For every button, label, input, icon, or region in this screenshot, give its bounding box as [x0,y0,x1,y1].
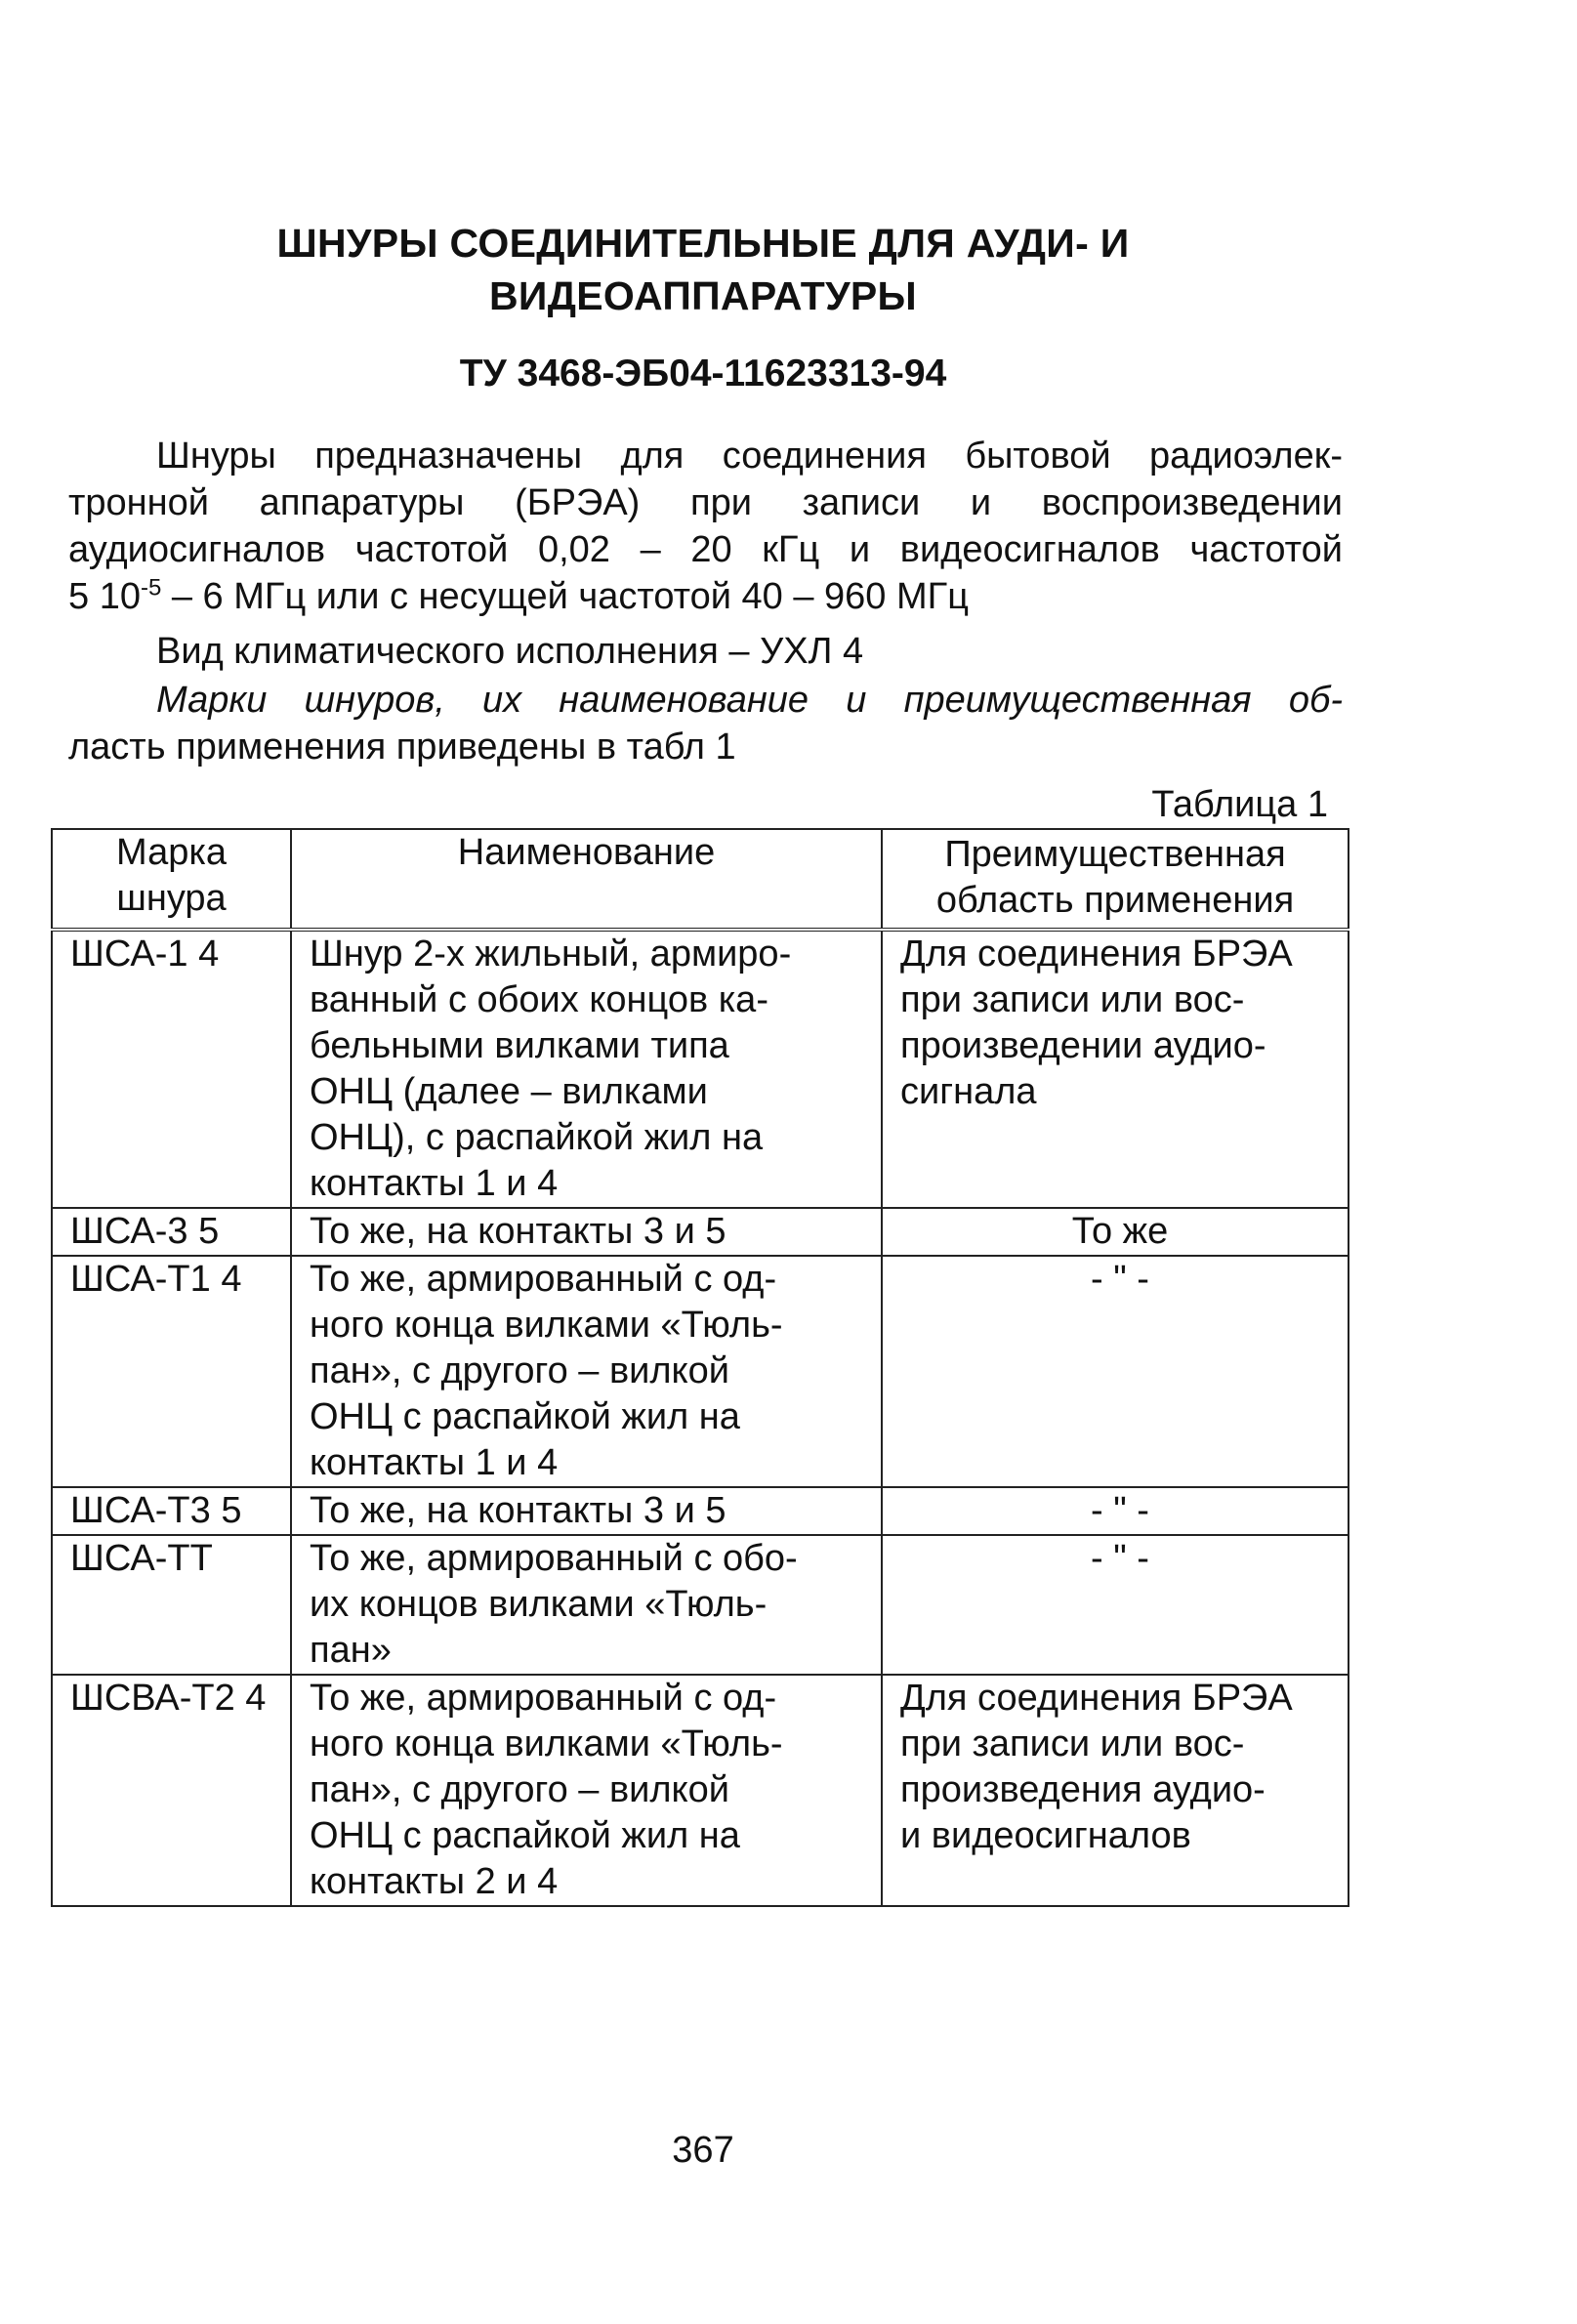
intro-frequency-base: 5 10 [68,576,141,617]
cell-line: ОНЦ с распайкой жил на [310,1815,740,1856]
cell-line: То же, армированный с обо- [310,1538,798,1579]
header-area-line: область применения [935,880,1295,921]
cell-line: пан», с другого – вилкой [310,1769,729,1810]
cell-line: ОНЦ), с распайкой жил на [310,1117,764,1158]
cell-line: бельными вилками типа [310,1025,729,1066]
table-row [52,1675,1349,1906]
cell-area [882,1535,1349,1675]
cell-line: пан», с другого – вилкой [310,1350,729,1391]
header-brand-line: шнура [116,878,227,919]
cell-line: То же [1071,1211,1169,1252]
cell-line: ванный с обоих концов ка- [310,979,768,1020]
document-title [156,217,1250,322]
cell-line: - " - [1091,1259,1149,1300]
cell-brand: ШСА-3 5 [52,1208,291,1256]
table-row [52,1487,1349,1535]
cell-line: сигнала [900,1071,1037,1112]
climate-line: Вид климатического исполнения – УХЛ 4 [156,631,864,672]
cords-table [51,828,1349,1907]
intro-line [68,573,1343,620]
cell-area [882,1487,1349,1535]
brands-note-line: ласть применения приведены в табл 1 [68,726,736,768]
intro-frequency-exponent: -5 [140,574,162,602]
table-caption: Таблица 1 [1151,784,1328,825]
cell-line: Для соединения БРЭА [900,1678,1293,1719]
header-brand [52,829,291,930]
cell-line: пан» [310,1630,392,1671]
table-row [52,1208,1349,1256]
cell-line: ного конца вилками «Тюль- [310,1723,783,1764]
cell-line: произведения аудио- [900,1769,1266,1810]
cell-line: - " - [1091,1538,1149,1579]
header-name [291,829,882,930]
cell-area [882,930,1349,1208]
cell-line: ного конца вилками «Тюль- [310,1305,783,1346]
cell-line: Для соединения БРЭА [900,934,1293,975]
cell-name [291,1535,882,1675]
spec-code: ТУ 3468-ЭБ04-11623313-94 [459,353,947,394]
cell-line: при записи или вос- [900,979,1245,1020]
cell-line: То же, армированный с од- [310,1678,777,1719]
header-name-line: Наименование [457,832,716,873]
intro-paragraph [68,433,1343,620]
intro-line: тронной аппаратуры (БРЭА) при записи и воспроизведении [68,482,1343,523]
cell-line: То же, на контакты 3 и 5 [310,1490,726,1531]
cell-name [291,1487,882,1535]
cell-line: То же, на контакты 3 и 5 [310,1211,726,1252]
table-row [52,1535,1349,1675]
cell-line: контакты 1 и 4 [310,1442,559,1483]
title-line: ВИДЕОАППАРАТУРЫ [489,273,917,318]
cell-line: и видеосигналов [900,1815,1191,1856]
climate-paragraph [68,628,1343,675]
table-header-row [52,829,1349,930]
cell-area [882,1675,1349,1906]
header-area [882,829,1349,930]
cell-line: произведении аудио- [900,1025,1266,1066]
title-line: ШНУРЫ СОЕДИНИТЕЛЬНЫЕ ДЛЯ АУДИ- И [276,221,1130,266]
cell-line: - " - [1091,1490,1149,1531]
cell-line: ОНЦ с распайкой жил на [310,1396,740,1437]
cell-area [882,1256,1349,1487]
table-row [52,1256,1349,1487]
cell-line: их концов вилками «Тюль- [310,1584,768,1625]
cell-name [291,930,882,1208]
brands-note-line: Марки шнуров, их наименование и преимущественная об- [156,680,1343,721]
cell-area [882,1208,1349,1256]
cell-name [291,1675,882,1906]
cell-line: ОНЦ (далее – вилками [310,1071,708,1112]
header-brand-line: Марка [116,832,227,873]
intro-line: аудиосигналов частотой 0,02 – 20 кГц и видеосигналов частотой [68,529,1343,570]
page-number: 367 [672,2130,734,2171]
intro-frequency-rest: – 6 МГц или с несущей частотой 40 – 960 МГц [161,576,969,617]
cell-brand: ШСА-ТТ [52,1535,291,1675]
cell-name [291,1208,882,1256]
cell-line: контакты 2 и 4 [310,1861,559,1902]
brands-note-paragraph [68,677,1343,770]
table-row [52,930,1349,1208]
cell-brand: ШСА-Т3 5 [52,1487,291,1535]
header-area-line: Преимущественная [944,834,1286,875]
intro-line: Шнуры предназначены для соединения бытовой радиоэлек- [156,436,1343,477]
cell-brand: ШСА-1 4 [52,930,291,1208]
cell-line: контакты 1 и 4 [310,1163,559,1204]
cell-line: при записи или вос- [900,1723,1245,1764]
cell-line: То же, армированный с од- [310,1259,777,1300]
cell-name [291,1256,882,1487]
cell-brand: ШСВА-Т2 4 [52,1675,291,1906]
cell-line: Шнур 2-х жильный, армиро- [310,934,792,975]
cell-brand: ШСА-Т1 4 [52,1256,291,1487]
